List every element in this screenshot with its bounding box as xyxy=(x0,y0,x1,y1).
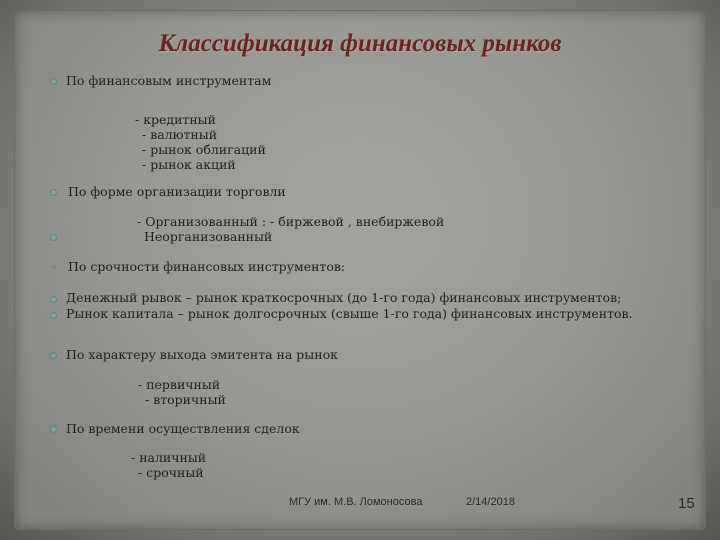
list-item: - рынок акций xyxy=(142,157,236,172)
section-heading-instruments: По финансовым инструментам xyxy=(66,73,272,88)
bullet-icon xyxy=(50,234,57,241)
bullet-icon xyxy=(52,265,56,269)
bullet-icon xyxy=(50,426,57,433)
footer-organization: МГУ им. М.В. Ломоносова xyxy=(289,496,423,508)
bullet-icon xyxy=(50,189,57,196)
footer-date: 2/14/2018 xyxy=(466,496,515,508)
bullet-icon xyxy=(50,352,57,359)
section-heading-maturity: По срочности финансовых инструментов: xyxy=(68,259,346,274)
list-item: - вторичный xyxy=(145,392,226,407)
bullet-icon xyxy=(50,78,57,85)
section-heading-time: По времени осуществления сделок xyxy=(66,421,300,436)
list-item: Неорганизованный xyxy=(144,229,273,244)
text-line-money-market: Денежный рывок – рынок краткосрочных (до 1-го года) финансовых инструментов; xyxy=(66,290,622,305)
list-item: - валютный xyxy=(142,127,218,142)
bullet-icon xyxy=(50,312,57,319)
list-item: - первичный xyxy=(138,377,221,392)
slide-title: Классификация финансовых рынков xyxy=(158,30,562,57)
text-line-capital-market: Рынок капитала – рынок долгосрочных (свыше 1-го года) финансовых инструментов. xyxy=(66,306,633,321)
bullet-icon xyxy=(50,296,57,303)
list-item: - срочный xyxy=(138,465,204,480)
list-item: - кредитный xyxy=(135,112,216,127)
section-heading-organization: По форме организации торговли xyxy=(68,184,286,199)
list-item: - рынок облигаций xyxy=(142,142,266,157)
list-item: - наличный xyxy=(131,450,207,465)
list-item: - Организованный : - биржевой , внебиржевой xyxy=(137,214,445,229)
slide-number: 15 xyxy=(678,495,695,512)
section-heading-issuer: По характеру выхода эмитента на рынок xyxy=(66,347,338,362)
